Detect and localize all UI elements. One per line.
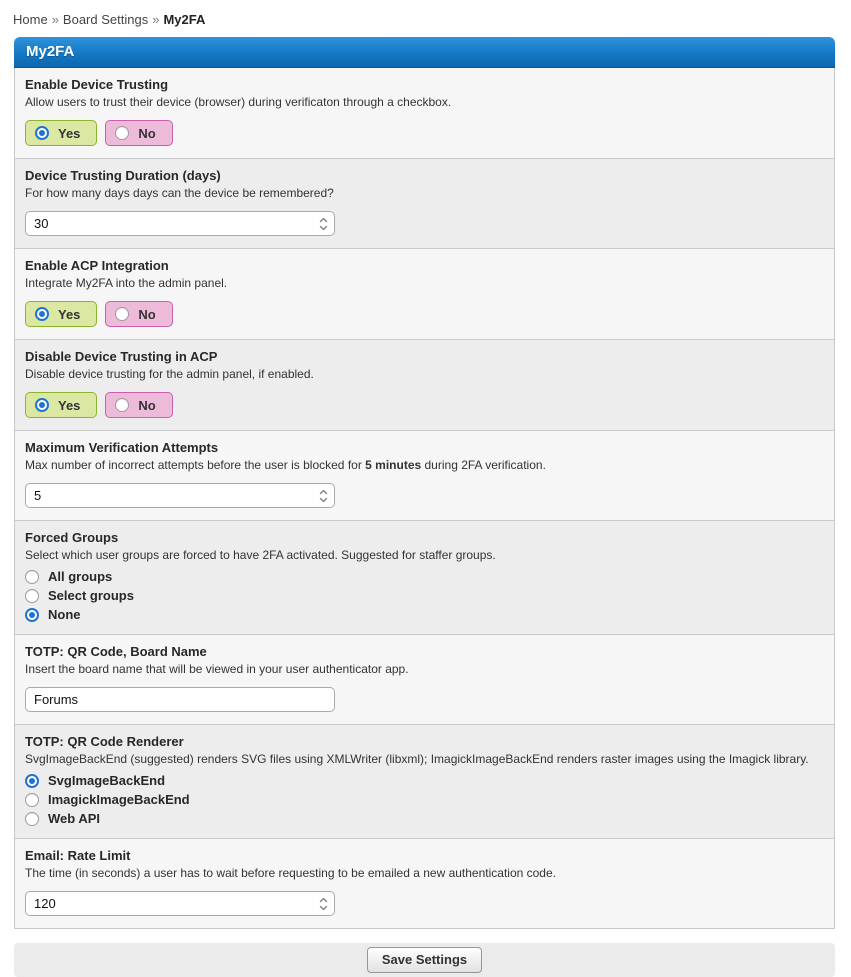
setting-section-device-trusting-duration (15, 158, 834, 248)
setting-section-email-rate-limit (15, 838, 834, 928)
settings-form (14, 68, 835, 929)
stepper[interactable] (319, 217, 328, 231)
breadcrumb-separator: » (152, 12, 160, 27)
radio-option-web-api[interactable] (25, 811, 824, 826)
setting-description: Select which user groups are forced to have 2FA activated. Suggested for staffer groups. (25, 548, 496, 562)
breadcrumb-separator: » (51, 12, 59, 27)
radio-unselected-icon[interactable] (25, 812, 39, 826)
setting-section-max-verification-attempts (15, 430, 834, 520)
radio-option-none[interactable] (25, 607, 824, 622)
radio-option-select-groups[interactable] (25, 588, 824, 603)
no-label: No (138, 306, 156, 322)
setting-title: Enable Device Trusting (25, 77, 169, 92)
spinner-down-icon (319, 225, 328, 231)
radio-option-svgimagebackend[interactable] (25, 773, 824, 788)
radio-unselected-icon[interactable] (25, 793, 39, 807)
radio-selected-icon[interactable] (35, 126, 49, 140)
setting-title: TOTP: QR Code, Board Name (25, 644, 207, 659)
radio-option-label: Web API (48, 811, 101, 826)
yes-label: Yes (58, 306, 81, 322)
yes-label: Yes (58, 397, 81, 413)
radio-unselected-icon[interactable] (115, 398, 129, 412)
save-settings-button[interactable]: Save Settings (367, 947, 482, 973)
setting-title: TOTP: QR Code Renderer (25, 734, 184, 749)
setting-section-enable-device-trusting (15, 68, 834, 158)
radio-option-all-groups[interactable] (25, 569, 824, 584)
no-label: No (138, 397, 156, 413)
spinner-down-icon (319, 497, 328, 503)
spinner-down-icon (319, 905, 328, 911)
radio-selected-icon[interactable] (35, 307, 49, 321)
radio-option-label: SvgImageBackEnd (48, 773, 166, 788)
setting-title: Email: Rate Limit (25, 848, 131, 863)
setting-title: Enable ACP Integration (25, 258, 169, 273)
setting-section-disable-device-trusting-acp (15, 339, 834, 430)
radio-selected-icon[interactable] (25, 774, 39, 788)
breadcrumb-current: My2FA (163, 12, 206, 27)
setting-description: The time (in seconds) a user has to wait before requesting to be emailed a new authentication code. (25, 866, 556, 880)
setting-description: Max number of incorrect attempts before the user is blocked for 5 minutes during 2FA verification. (25, 458, 546, 472)
setting-description: Disable device trusting for the admin panel, if enabled. (25, 367, 314, 381)
radio-option-imagickimagebackend[interactable] (25, 792, 824, 807)
setting-section-qr-renderer (15, 724, 834, 838)
setting-description: SvgImageBackEnd (suggested) renders SVG files using XMLWriter (libxml); ImagickImageBackEnd renders raster images using the Imagick library. (25, 752, 809, 766)
setting-description: Integrate My2FA into the admin panel. (25, 276, 228, 290)
setting-title: Disable Device Trusting in ACP (25, 349, 218, 364)
setting-section-forced-groups (15, 520, 834, 634)
radio-option-label: Select groups (48, 588, 134, 603)
spinner-up-icon (319, 217, 328, 223)
max-attempts-input[interactable] (25, 483, 335, 508)
radio-option-label: All groups (48, 569, 113, 584)
settings-panel (14, 37, 835, 929)
no-radio-option[interactable] (105, 120, 172, 146)
setting-description: Insert the board name that will be viewed in your user authenticator app. (25, 662, 409, 676)
save-bar (14, 943, 835, 977)
radio-selected-icon[interactable] (35, 398, 49, 412)
radio-option-label: ImagickImageBackEnd (48, 792, 190, 807)
yes-radio-option[interactable] (25, 301, 97, 327)
radio-selected-icon[interactable] (25, 608, 39, 622)
radio-unselected-icon[interactable] (115, 307, 129, 321)
setting-description: Allow users to trust their device (browser) during verificaton through a checkbox. (25, 95, 452, 109)
yes-radio-option[interactable] (25, 120, 97, 146)
no-radio-option[interactable] (105, 392, 172, 418)
setting-title: Device Trusting Duration (days) (25, 168, 221, 183)
breadcrumb-link-home[interactable]: Home (13, 12, 48, 27)
radio-unselected-icon[interactable] (25, 589, 39, 603)
setting-section-enable-acp-integration (15, 248, 834, 339)
breadcrumb (0, 0, 851, 37)
setting-title: Maximum Verification Attempts (25, 440, 219, 455)
board-name-input[interactable] (25, 687, 335, 712)
spinner-up-icon (319, 489, 328, 495)
setting-section-totp-board-name (15, 634, 834, 724)
stepper[interactable] (319, 489, 328, 503)
radio-option-label: None (48, 607, 81, 622)
panel-title: My2FA (14, 37, 835, 68)
spinner-up-icon (319, 897, 328, 903)
setting-title: Forced Groups (25, 530, 119, 545)
radio-unselected-icon[interactable] (115, 126, 129, 140)
no-label: No (138, 125, 156, 141)
radio-unselected-icon[interactable] (25, 570, 39, 584)
no-radio-option[interactable] (105, 301, 172, 327)
yes-radio-option[interactable] (25, 392, 97, 418)
breadcrumb-link-board-settings[interactable]: Board Settings (62, 12, 149, 27)
setting-description: For how many days days can the device be remembered? (25, 186, 334, 200)
device-trusting-duration-input[interactable] (25, 211, 335, 236)
yes-label: Yes (58, 125, 81, 141)
